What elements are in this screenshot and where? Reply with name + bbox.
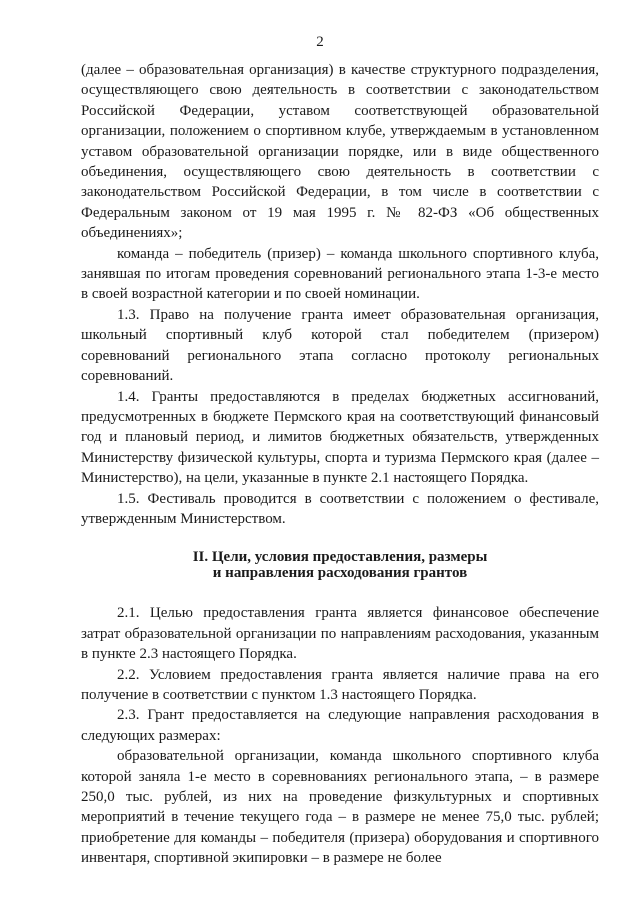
paragraph-2-3: 2.3. Грант предоставляется на следующие направления расходования в следующих размерах: bbox=[81, 707, 599, 744]
paragraph-2-1: 2.1. Целью предоставления гранта является финансовое обеспечение затрат образовательной организации по направлениям расходования, указанным в пункте 2.3 настоящего Порядка. bbox=[81, 605, 599, 663]
paragraph-1-3: 1.3. Право на получение гранта имеет образовательная организация, школьный спортивный клуб которой стал победителем (призером) соревнований регионального этапа согласно протоколу региональных соревнований. bbox=[81, 306, 599, 385]
section-heading bbox=[81, 549, 599, 581]
paragraph-2-3-first-place: образовательной организации, команда школьного спортивного клуба которой заняла 1-е место в соревнованиях регионального этапа, – в размере 250,0 тыс. рублей, из них на проведение физкультурных и спортивных мероприятий в течение текущего года – в размере не менее 75,0 тыс. рублей; приобретение для команды – победителя (призера) оборудования и спортивного инвентаря, спортивной экипировки – в размере не более bbox=[81, 748, 599, 867]
paragraph-1-4: 1.4. Гранты предоставляются в пределах бюджетных ассигнований, предусмотренных в бюджете Пермского края на соответствующий финансовый год и плановый период, и лимитов бюджетных обязательств, утвержденных Министерству физической культуры, спорта и туризма Пермского края (далее – Министерство), на цели, указанные в пункте 2.1 настоящего Порядка. bbox=[81, 388, 599, 487]
paragraph-2-2: 2.2. Условием предоставления гранта является наличие права на его получение в соответствии с пунктом 1.3 настоящего Порядка. bbox=[81, 666, 599, 703]
page-number: 2 bbox=[316, 34, 324, 50]
paragraph-team-definition: команда – победитель (призер) – команда школьного спортивного клуба, занявшая по итогам проведения соревнований регионального этапа 1-3-е место в своей возрастной категории и по своей номинации. bbox=[81, 245, 599, 303]
section-heading-line-2: и направления расходования грантов bbox=[212, 565, 468, 582]
paragraph-1-5: 1.5. Фестиваль проводится в соответствии с положением о фестивале, утвержденным Министерством. bbox=[81, 490, 599, 527]
section-heading-line-1: II. Цели, условия предоставления, размеры bbox=[192, 549, 488, 566]
document-body bbox=[81, 60, 599, 869]
paragraph-continuation: (далее – образовательная организация) в качестве структурного подразделения, осуществляющего свою деятельность в соответствии с законодательством Российской Федерации, уставом соответствующей образовательной организации, положением о спортивном клубе, утверждаемым в установленном уставом образовательной организации порядке, или в виде общественного объединения, осуществляющего свою деятельность в соответствии с законодательством Российской Федерации, в том числе в соответствии с Федеральным законом от 19 мая 1995 г. № 82-ФЗ «Об общественных объединениях»; bbox=[81, 62, 599, 242]
